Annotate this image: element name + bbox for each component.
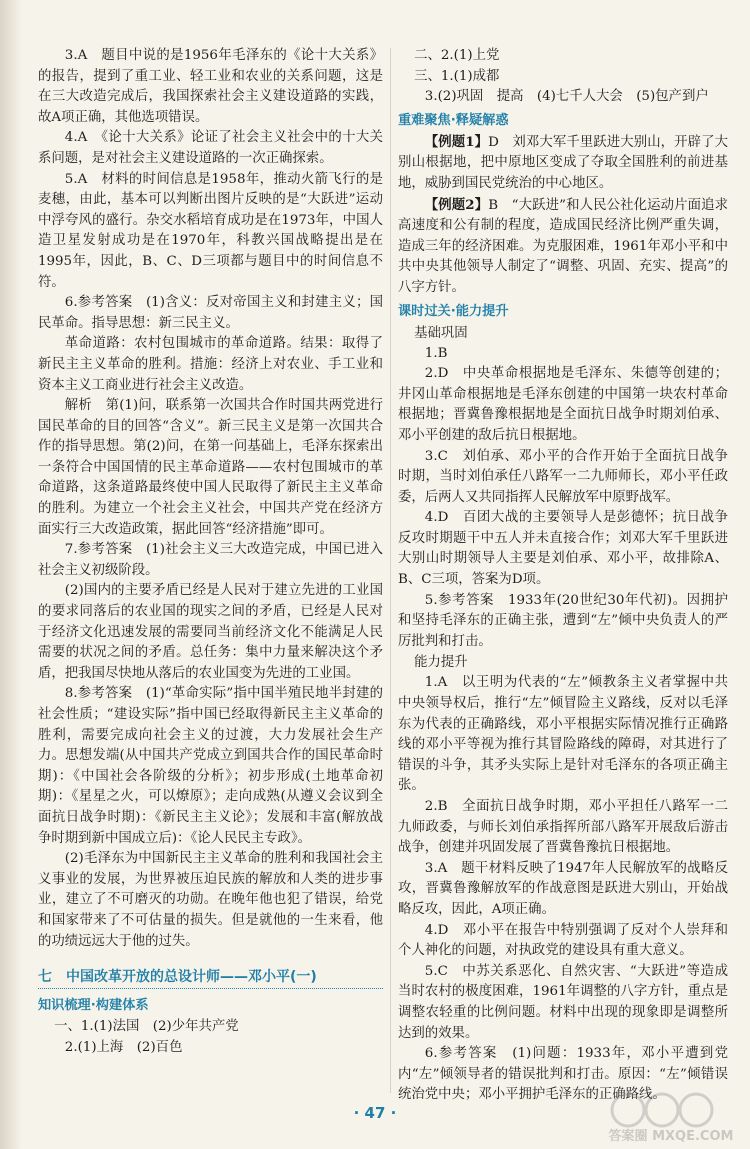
answer-4: 4.A 《论十大关系》论证了社会主义社会中的十大关系问题，是对社会主义建设道路的一次正确探索。 [38, 130, 383, 166]
example-2-label: 【例题2】 [424, 196, 489, 213]
basic-answer-2: 2.D 中央革命根据地是毛泽东、朱德等创建的；井冈山革命根据地是毛泽东创建的中国第一块农村革命根据地；晋冀鲁豫根据地是全面抗日战争时期刘伯承、邓小平创建的敌后抗日根据地。 [398, 366, 728, 443]
answer-6-part2: 革命道路：农村包围城市的革命道路。结果：取得了新民主主义革命的胜利。措施：经济上对农业、手工业和资本主义工商业进行社会主义改造。 [38, 336, 383, 393]
section-title-key-points: 重难聚焦·释疑解惑 [398, 112, 509, 128]
answer-6-part1: 6.参考答案 (1)含义：反对帝国主义和封建主义；国民革命。指导思想：新三民主义。 [38, 295, 383, 331]
answer-6-analysis: 解析 第(1)问，联系第一次国共合作时国共两党进行国民革命的目的回答“含义”。新三民主义是第一次国共合作的指导思想。第(2)问，在第一问基础上，毛泽东探索出一条符合中国国情的民主革命道路——农村包围城市的革命道路，这条道路最终使中国人民取得了新民主主义革命的胜利。为建立一个社会主义社会，中国共产党在经济方面实行三大改造政策，据此回答“经济措施”即可。 [38, 398, 383, 537]
advanced-answer-4: 4.D 邓小平在报告中特别强调了反对个人崇拜和个人神化的问题，对执政党的建设具有重大意义。 [398, 922, 728, 959]
chapter-title: 七 中国改革开放的总设计师——邓小平(一) [38, 966, 383, 989]
knowledge-line-2: 2.(1)上海 (2)百色 [64, 1039, 183, 1055]
answer-7-part2: (2)国内的主要矛盾已经是人民对于建立先进的工业国的要求同落后的农业国的现实之间的矛盾，已经是人民对于经济文化迅速发展的需要同当前经济文化不能满足人民需要的状况之间的矛盾。总任务：集中力量来解决这个矛盾，把我国尽快地从落后的农业国变为先进的工业国。 [38, 583, 383, 681]
knowledge-line-3: 二、2.(1)上党 [414, 48, 500, 63]
example-2-text: B “大跃进”和人民公社化运动片面追求高速度和公有制的程度，造成国民经济比例严重失调，造成三年的经济困难。为克服困难，1961年邓小平和中共中央其他领导人制定了“调整、巩固、充实、提高”的八字方针。 [398, 197, 728, 295]
answer-8-part2: (2)毛泽东为中国新民主主义革命的胜利和我国社会主义事业的发展，为世界被压迫民族的解放和人类的进步事业，建立了不可磨灭的功勋。在晚年他也犯了错误，给党和国家带来了不可估量的损失。但是就他的一生来看，他的功绩远远大于他的过失。 [38, 851, 383, 949]
page-number: · 47 · [353, 1104, 397, 1122]
advanced-answer-3: 3.A 题干材料反映了1947年人民解放军的战略反攻，晋冀鲁豫解放军的作战意图是跃进大别山，开始战略反攻，因此，A项正确。 [398, 860, 728, 917]
right-column [398, 46, 728, 1106]
advanced-answer-1: 1.A 以王明为代表的“左”倾教条主义者掌握中共中央领导权后，推行“左”倾冒险主义路线，反对以毛泽东为代表的正确路线，邓小平根据实际情况推行正确路线的邓小平等视为推行其冒险路线的障碍，对其进行了错误的斗争，其矛头实际上是针对毛泽东的各项正确主张。 [398, 675, 728, 794]
example-1-label: 【例题1】 [424, 133, 489, 150]
watermark-logo-icon [606, 1088, 736, 1144]
column-divider [390, 48, 391, 1093]
answer-8-part1: 8.参考答案 (1)“革命实际”指中国半殖民地半封建的社会性质；“建设实际”指中国已经取得新民主主义革命的胜利，需要完成向社会主义的过渡，大力发展社会生产力。思想发端(从中国共产党成立到国共合作的国民革命时期)：《中国社会各阶级的分析》；初步形成(土地革命初期)：《星星之火，可以燎原》；走向成熟(从遵义会议到全面抗日战争时期)：《新民主主义论》；发展和丰富(解放战争时期到新中国成立后)：《论人民民主专政》。 [38, 686, 383, 846]
page-fold-shadow [0, 0, 22, 1149]
advanced-answer-5: 5.C 中苏关系恶化、自然灾害、“大跃进”等造成当时农村的极度困难，1961年调整的八字方针，重点是调整农轻重的比例问题。材料中出现的现象即是调整所达到的效果。 [398, 963, 728, 1041]
advanced-answer-2: 2.B 全面抗日战争时期，邓小平担任八路军一二九师政委，与师长刘伯承指挥所部八路军开展敌后游击战争，创建并巩固发展了晋冀鲁豫抗日根据地。 [398, 799, 728, 856]
knowledge-line-4: 三、1.(1)成都 [414, 68, 500, 84]
knowledge-line-5: 3.(2)巩固 提高 (4)七千人大会 (5)包产到户 [424, 89, 709, 105]
answer-3: 3.A 题目中说的是1956年毛泽东的《论十大关系》的报告，提到了重工业、轻工业和农业的关系问题，这是在三大改造完成后，我国探索社会主义建设道路的实践，故A项正确，其他选项错误。 [38, 48, 383, 125]
example-2 [398, 195, 728, 299]
example-1-text: D 刘邓大军千里跃进大别山，开辟了大别山根据地，把中原地区变成了夺取全国胜利的前进基地，威胁到国民党统治的中心地区。 [398, 134, 728, 191]
example-1 [398, 132, 728, 195]
section-title-practice: 课时过关·能力提升 [398, 303, 509, 319]
knowledge-line-1: 一、1.(1)法国 (2)少年共产党 [54, 1019, 239, 1035]
watermark-text: 答案圈 MXQE.COM [608, 1129, 734, 1144]
subhead-advanced: 能力提升 [414, 655, 468, 671]
answer-7-part1: 7.参考答案 (1)社会主义三大改造完成，中国已进入社会主义初级阶段。 [38, 542, 383, 578]
basic-answer-5: 5.参考答案 1933年(20世纪30年代初)。因拥护和坚持毛泽东的正确主张，遭到“左”倾中央负责人的严厉批判和打击。 [398, 592, 728, 649]
basic-answer-1: 1.B [424, 345, 448, 361]
advanced-answer-6: 6.参考答案 (1)问题：1933年，邓小平遭到党内“左”倾领导者的错误批判和打击。原因：“左”倾错误统治党中央；邓小平拥护毛泽东的正确路线。 [398, 1046, 728, 1103]
basic-answer-3: 3.C 刘伯承、邓小平的合作开始于全面抗日战争时期，当时刘伯承任八路军一二九师师长，邓小平任政委，后两人又共同指挥人民解放军中原野战军。 [398, 448, 728, 505]
basic-answer-4: 4.D 百团大战的主要领导人是彭德怀；抗日战争反攻时期题干中五人并未直接合作；刘邓大军千里跃进大别山时期领导人主要是刘伯承、邓小平，故排除A、B、C三项，答案为D项。 [398, 510, 728, 588]
left-column [38, 46, 383, 1058]
section-title-knowledge: 知识梳理·构建体系 [38, 998, 149, 1014]
answer-5: 5.A 材料的时间信息是1958年，推动火箭飞行的是麦穗，由此，基本可以判断出图片反映的是“大跃进”运动中浮夸风的盛行。杂交水稻培育成功是在1973年，中国人造卫星发射成功是在1970年，科教兴国战略提出是在1995年，因此，B、C、D三项都与题目中的时间信息不符。 [38, 171, 383, 290]
subhead-basic: 基础巩固 [414, 325, 468, 341]
